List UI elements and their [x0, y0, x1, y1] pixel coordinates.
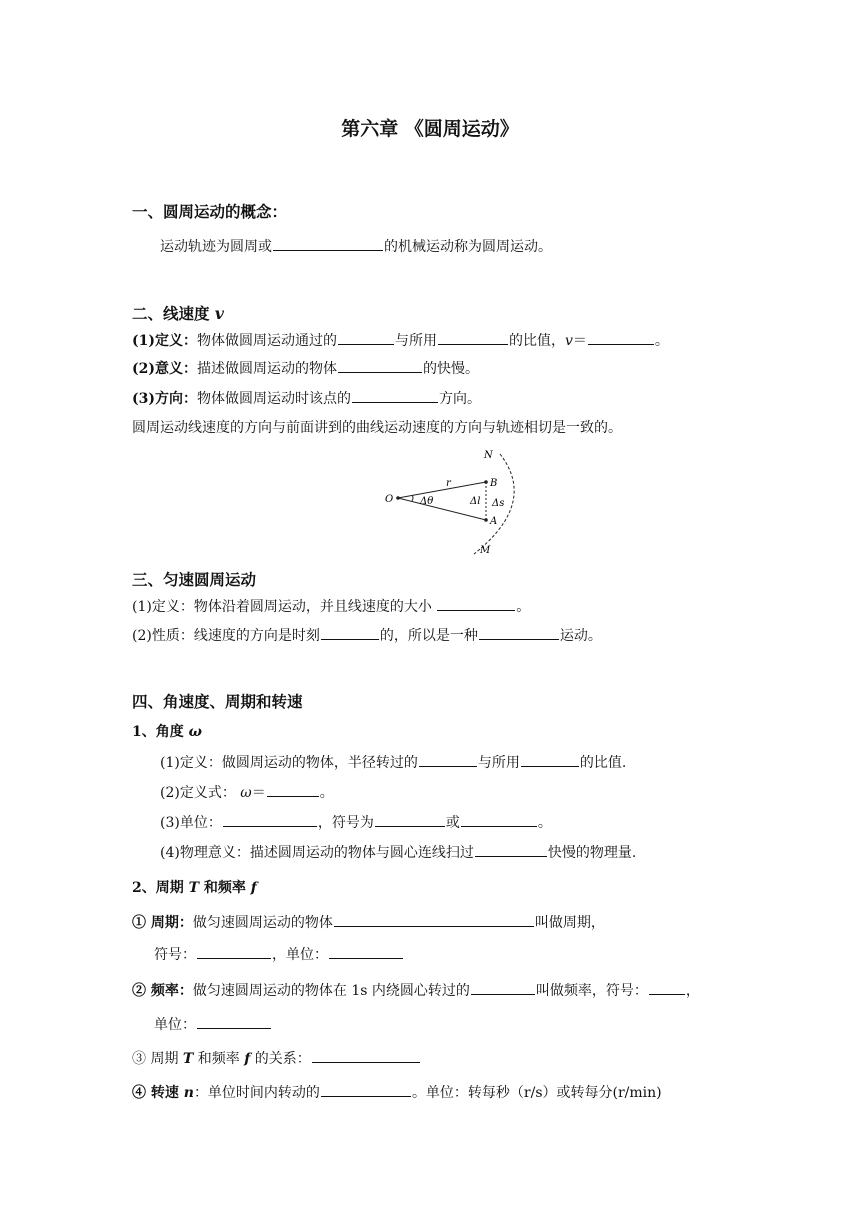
fill-blank[interactable]: [329, 944, 403, 959]
fill-blank[interactable]: [438, 330, 508, 345]
text: ＝: [572, 333, 587, 349]
symbol: v: [565, 333, 573, 349]
section-2-heading: [132, 304, 224, 324]
text: ＝: [251, 785, 266, 801]
symbol: f: [244, 1051, 251, 1067]
text: 做匀速圆周运动的物体: [192, 915, 333, 931]
symbol: n: [183, 1085, 194, 1101]
fill-blank[interactable]: [197, 1014, 271, 1029]
period-frequency-relation-line: [132, 1048, 421, 1069]
fill-blank[interactable]: [273, 236, 383, 251]
s2-definition-line: [132, 330, 669, 351]
fill-blank[interactable]: [321, 1082, 411, 1097]
frequency-line: [132, 980, 700, 1001]
circled-number: ②: [132, 983, 146, 999]
text: (2)性质：线速度的方向是时刻: [132, 628, 320, 644]
label-A: A: [490, 516, 498, 527]
text: (2)定义式：: [160, 785, 241, 801]
text: 叫做周期，: [534, 915, 605, 931]
fill-blank[interactable]: [588, 330, 654, 345]
label-O: O: [385, 494, 394, 505]
text: 。: [516, 599, 531, 615]
s4-item-1: [160, 752, 626, 773]
fill-blank[interactable]: [375, 812, 445, 827]
label: (1)定义：: [132, 333, 197, 349]
symbol: T: [188, 880, 200, 896]
s4-item-2: [160, 782, 334, 803]
s4-sub2-heading: [132, 878, 257, 898]
text: 。: [319, 785, 334, 801]
circular-motion-diagram: [378, 448, 538, 558]
text: ：单位时间内转动的: [193, 1085, 320, 1101]
fill-blank[interactable]: [479, 625, 559, 640]
text: ，单位：: [272, 947, 328, 963]
fill-blank[interactable]: [338, 358, 422, 373]
text: 描述做圆周运动的物体: [197, 361, 337, 377]
text: 。: [537, 815, 552, 831]
text: 。单位：转每秒（r/s）或转每分(r/min): [411, 1085, 662, 1101]
symbol: v: [214, 304, 224, 323]
circled-number: ④: [132, 1085, 146, 1101]
section-1-definition: [160, 236, 552, 257]
text: (1)定义：做圆周运动的物体，半径转过的: [160, 755, 418, 771]
text: ，符号为: [317, 815, 374, 831]
text: 1、角度: [132, 724, 189, 740]
section-1-heading: 一、圆周运动的概念：: [132, 202, 288, 221]
symbol: f: [250, 880, 257, 896]
text: 快慢的物理量.: [547, 845, 637, 861]
text: 的，所以是一种: [379, 628, 478, 644]
text: 运动轨迹为圆周或: [160, 239, 272, 255]
label-ds: Δs: [492, 498, 505, 509]
section-4-heading: 四、角速度、周期和转速: [132, 692, 303, 711]
point-A: [484, 518, 488, 522]
fill-blank[interactable]: [437, 596, 515, 611]
label: 周期：: [146, 915, 193, 931]
text: 周期: [146, 1051, 183, 1067]
label-dl: Δl: [470, 496, 481, 507]
point-B: [484, 480, 488, 484]
label: (2)意义：: [132, 361, 197, 377]
label: 转速: [146, 1085, 184, 1101]
s4-item-3: [160, 812, 552, 833]
text: 叫做频率，符号：: [535, 983, 648, 999]
s3-property-line: [132, 625, 602, 646]
page-title: 第六章 《圆周运动》: [341, 118, 519, 140]
text: ，: [685, 983, 700, 999]
fill-blank[interactable]: [649, 980, 685, 995]
section-3-heading: 三、匀速圆周运动: [132, 570, 257, 589]
text: 的比值，: [509, 333, 565, 349]
period-line: [132, 912, 605, 933]
text: 的比值.: [579, 755, 627, 771]
text: 运动。: [559, 628, 602, 644]
text: 与所用: [477, 755, 520, 771]
text: 单位：: [154, 1017, 196, 1033]
label-dtheta: Δθ: [420, 496, 434, 507]
text: 物体做圆周运动通过的: [197, 333, 337, 349]
fill-blank[interactable]: [521, 752, 579, 767]
text: 做匀速圆周运动的物体在 1s 内绕圆心转过的: [192, 983, 470, 999]
frequency-unit-line: [154, 1014, 272, 1035]
circled-number: ③: [132, 1051, 146, 1067]
text: (3)单位：: [160, 815, 222, 831]
fill-blank[interactable]: [321, 625, 379, 640]
text: 方向。: [439, 391, 481, 407]
text: 的快慢。: [423, 361, 479, 377]
fill-blank[interactable]: [471, 980, 535, 995]
fill-blank[interactable]: [267, 782, 319, 797]
text: (4)物理意义：描述圆周运动的物体与圆心连线扫过: [160, 845, 474, 861]
label-B: B: [490, 478, 498, 489]
circled-number: ①: [132, 915, 146, 931]
text: 2、周期: [132, 880, 189, 896]
period-symbol-line: [154, 944, 404, 965]
text: 物体做圆周运动时该点的: [197, 391, 351, 407]
symbol: T: [182, 1051, 194, 1067]
text: 符号：: [154, 947, 196, 963]
s3-definition-line: [132, 596, 530, 617]
fill-blank[interactable]: [197, 944, 271, 959]
angle-arc: [412, 495, 413, 501]
symbol: ω: [240, 785, 252, 801]
s2-meaning-line: [132, 358, 479, 379]
fill-blank[interactable]: [334, 912, 534, 927]
label: (3)方向：: [132, 391, 197, 407]
text: 或: [445, 815, 460, 831]
rotation-speed-line: [132, 1082, 662, 1103]
text: 和频率: [199, 880, 251, 896]
s4-sub1-heading: [132, 722, 202, 742]
text: 二、线速度: [132, 304, 215, 323]
label-N: N: [484, 450, 493, 461]
s2-direction-line: [132, 388, 481, 409]
s4-item-4: [160, 842, 636, 863]
fill-blank[interactable]: [312, 1048, 420, 1063]
text: 和频率: [193, 1051, 245, 1067]
label-M: M: [480, 545, 491, 556]
text: 与所用: [395, 333, 437, 349]
fill-blank[interactable]: [352, 388, 438, 403]
fill-blank[interactable]: [419, 752, 477, 767]
fill-blank[interactable]: [223, 812, 317, 827]
label-r: r: [446, 478, 451, 489]
s2-note: 圆周运动线速度的方向与前面讲到的曲线运动速度的方向与轨迹相切是一致的。: [132, 420, 622, 436]
text: 。: [654, 333, 669, 349]
text: 的关系：: [250, 1051, 311, 1067]
text: (1)定义：物体沿着圆周运动，并且线速度的大小: [132, 599, 437, 615]
fill-blank[interactable]: [475, 842, 547, 857]
fill-blank[interactable]: [338, 330, 394, 345]
symbol: ω: [188, 724, 202, 740]
label: 频率：: [146, 983, 193, 999]
text: 的机械运动称为圆周运动。: [384, 239, 552, 255]
point-O: [396, 496, 400, 500]
fill-blank[interactable]: [461, 812, 537, 827]
